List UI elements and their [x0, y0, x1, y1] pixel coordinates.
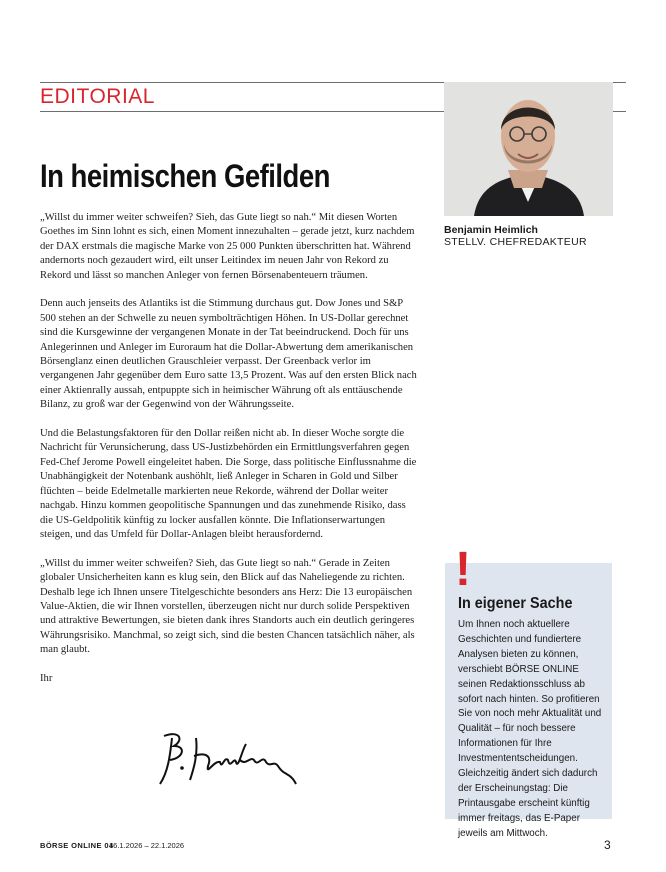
- author-photo: [444, 82, 613, 216]
- paragraph-4: „Willst du immer weiter schweifen? Sieh, das Gute liegt so nah.“ Gerade in Zeiten globaler Unsicherheiten kann es klug sein, den Blick auf das Naheliegende zu richten. Deshalb lege ich Ihnen unsere Titelgeschichte besonders ans Herz: Die 13 europäischen Value-Aktien, die wir Ihnen vorstellen, überzeugen nicht nur durch solide Perspektiven und attraktive Bewertungen, sie bieten dank ihres Standorts auch ein deutlich geringeres Währungsrisiko. Manchmal, so zeigt sich, sind die besten Chancen tatsächlich näher, als man glaubt.: [40, 557, 415, 656]
- top-rule-right: [613, 82, 626, 83]
- author-role: STELLV. CHEFREDAKTEUR: [444, 236, 587, 248]
- section-underline: [40, 111, 444, 112]
- info-box-title: In eigener Sache: [458, 595, 573, 612]
- section-label: EDITORIAL: [40, 85, 155, 108]
- paragraph-2: Denn auch jenseits des Atlantiks ist die Stimmung durchaus gut. Dow Jones und S&P 500 stehen an der Schwelle zu neuen symbolträchtigen Höhen. In US-Dollar gerechnet sind die Kursgewinne der vergangenen Monate in der Tat beeindruckend. Doch für uns Anlegerinnen und Anleger im Euroraum hat die Dollar-Abwertung dem amerikanischen Börsenglanz einen deutlichen Grauschleier verpasst. Der Greenback verlor im vergangenen Jahr gegenüber dem Euro satte 13,5 Prozent. Was auf den ersten Blick nach einer Aktienrally aussah, entpuppte sich in heimischer Währung oft als enttäuschende Bilanz, zu groß war der Gegenwind von der Währungsseite.: [40, 298, 417, 411]
- portrait-illustration: [444, 82, 613, 216]
- paragraph-1: „Willst du immer weiter schweifen? Sieh, das Gute liegt so nah.“ Mit diesen Worten Goethes im Sinn lohnt es sich, einen Moment innezuhalten – gerade jetzt, kurz nachdem der DAX erstmals die magische Marke von 25 000 Punkten überschritten hat. Während andernorts noch gezaudert wird, eilt unser Leitindex im neuen Jahr von Rekord zu Rekord und lässt so manchen Anleger von fernen Börsenabenteuern träumen.: [40, 212, 415, 281]
- top-rule-left: [40, 82, 444, 83]
- info-box-text: Um Ihnen noch aktuellere Geschichten und fundiertere Analysen bieten zu können, verschiebt BÖRSE ONLINE seinen Redaktionsschluss ab sofort nach hinten. So profitieren Sie von noch mehr Aktualität und Qualität – für noch bessere Informationen für Ihre Investmententscheidungen. Gleichzeitig ändert sich dadurch der Erscheinungstag: Die Printausgabe erscheint künftig immer freitags, das E-Paper jeweils am Mittwoch.: [458, 619, 602, 839]
- article-body: [40, 211, 418, 701]
- author-name: Benjamin Heimlich: [444, 224, 538, 236]
- signature: [150, 726, 310, 790]
- closing: Ihr: [40, 672, 53, 684]
- page-number: 3: [604, 838, 611, 852]
- footer-brand: BÖRSE ONLINE 04: [40, 841, 114, 850]
- paragraph-3: Und die Belastungsfaktoren für den Dollar reißen nicht ab. In dieser Woche sorgte die Nachricht für Verunsicherung, dass US-Justizbehörden ein Ermittlungsverfahren gegen Fed-Chef Jerome Powell eingeleitet haben. Die Sorge, dass politische Einflussnahme die Unabhängigkeit der Notenbank aushöhlt, ließ Anleger in Scharen in Gold und Silber flüchten – beide Edelmetalle markierten neue Rekorde, während der Dollar weiter nachgab. Hinzu kommen geopolitische Spannungen und das zunehmende Risiko, dass die US-Geldpolitik künftig zu locker ausfallen könnte. Die Inflationserwartungen steigen, und das Umfeld für Dollar-Anlagen bleibt herausfordernd.: [40, 428, 417, 540]
- exclamation-icon: !: [455, 543, 471, 596]
- section-underline-right: [613, 111, 626, 112]
- footer-date: 16.1.2026 – 22.1.2026: [109, 841, 185, 850]
- headline: In heimischen Gefilden: [40, 158, 330, 194]
